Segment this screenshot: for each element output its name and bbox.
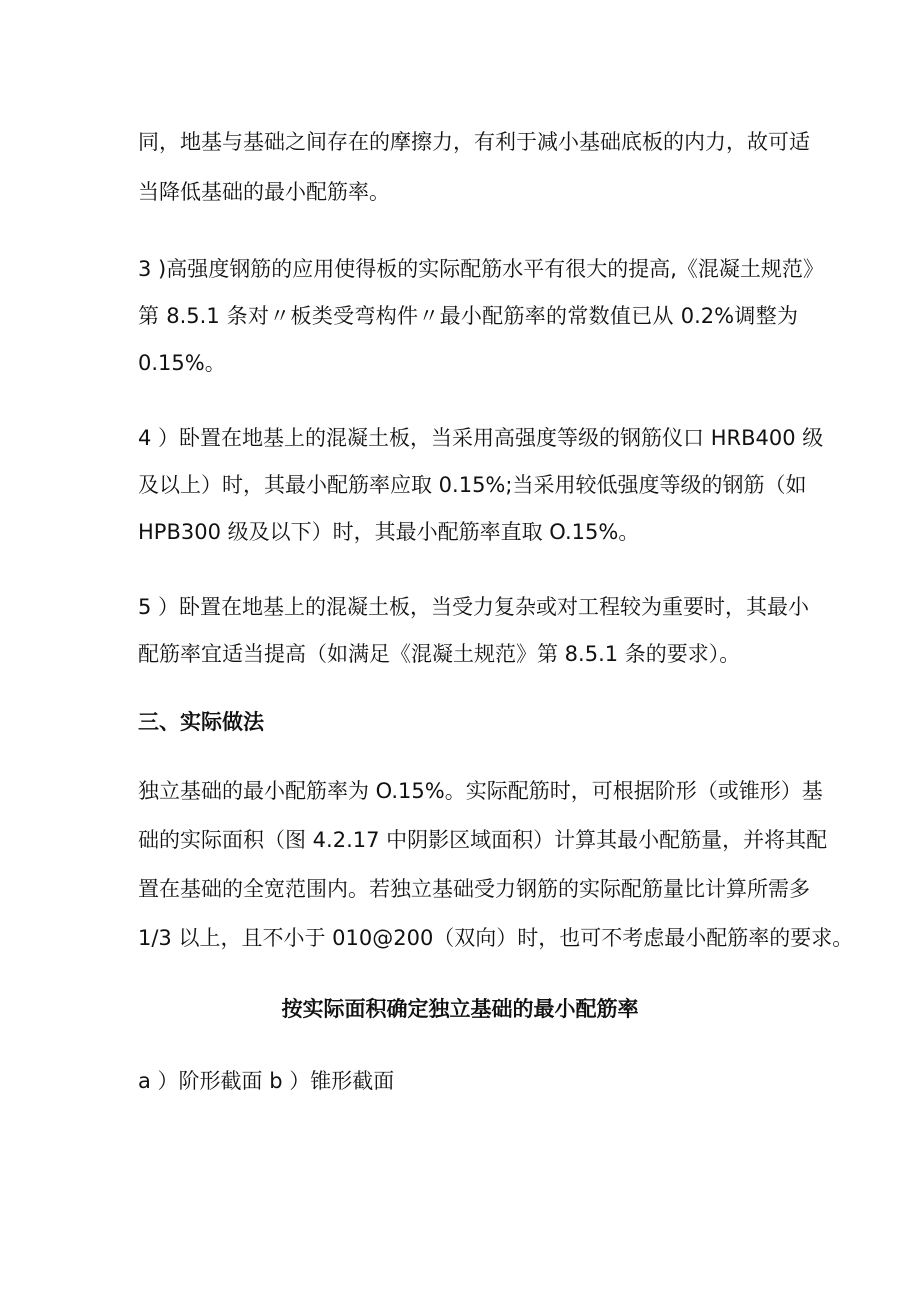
paragraph-4-line-1: 4 ）卧置在地基上的混凝土板，当采用高强度等级的钢筋仪口 HRB400 级 [138,426,824,450]
paragraph-4-line-2: 及以上）时，其最小配筋率应取 0.15%;当采用较低强度等级的钢筋（如 [138,473,807,497]
paragraph-3-line-1: 3 )高强度钢筋的应用使得板的实际配筋水平有很大的提高,《混凝土规范》 [138,257,824,281]
paragraph-2-line-1: 同，地基与基础之间存在的摩擦力，有利于减小基础底板的内力，故可适 [138,130,810,154]
paragraph-4-line-3: HPB300 级及以下）时，其最小配筋率直取 O.15%。 [138,520,640,544]
section-heading: 三、实际做法 [138,710,264,734]
paragraph-5-line-2: 配筋率宜适当提高（如满足《混凝土规范》第 8.5.1 条的要求）。 [138,642,741,666]
figure-subcaption: a ）阶形截面 b ）锥形截面 [138,1069,395,1093]
practice-line-1: 独立基础的最小配筋率为 O.15%。实际配筋时，可根据阶形（或锥形）基 [138,779,823,803]
paragraph-5-line-1: 5 ）卧置在地基上的混凝土板，当受力复杂或对工程较为重要时，其最小 [138,595,810,619]
paragraph-3-line-3: 0.15%。 [138,351,226,375]
practice-line-2: 础的实际面积（图 4.2.17 中阴影区域面积）计算其最小配筋量，并将其配 [138,828,828,852]
paragraph-3-line-2: 第 8.5.1 条对〃板类受弯构件〃最小配筋率的常数值已从 0.2%调整为 [138,304,798,328]
practice-line-3: 置在基础的全宽范围内。若独立基础受力钢筋的实际配筋量比计算所需多 [138,877,810,901]
figure-caption: 按实际面积确定独立基础的最小配筋率 [281,997,639,1021]
practice-line-4: 1/3 以上，且不小于 010@200（双向）时，也可不考虑最小配筋率的要求。 [138,926,854,950]
paragraph-2-line-2: 当降低基础的最小配筋率。 [138,180,390,204]
